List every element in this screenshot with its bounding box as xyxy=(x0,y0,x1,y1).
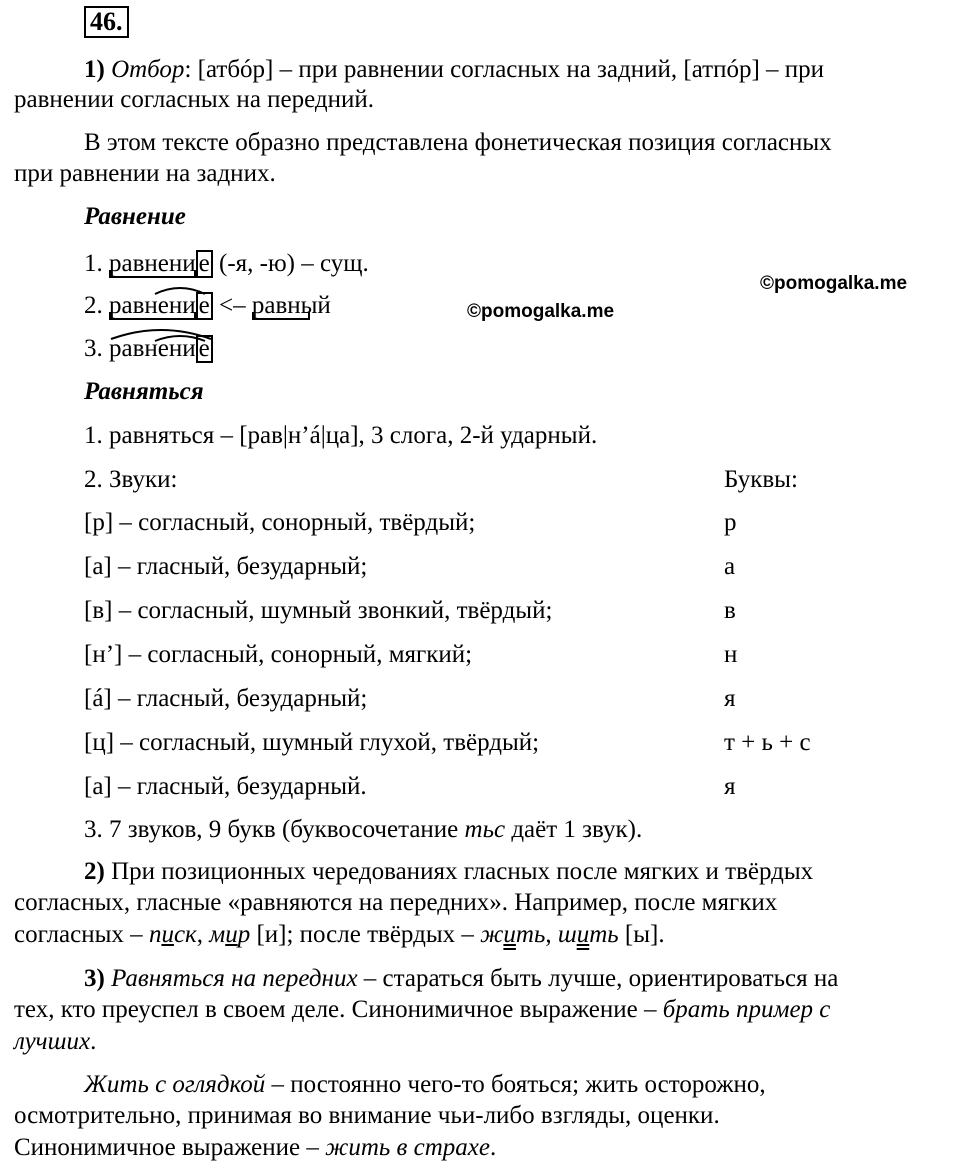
p1-num: 1) xyxy=(84,56,105,83)
root-arc-icon xyxy=(153,332,207,342)
count-line: 3. 7 звуков, 9 букв (буквосочетание тьс даёт 1 звук). xyxy=(84,816,643,843)
p-2-line2: согласных, гласные «равняются на передних». Например, после мягких xyxy=(14,889,778,916)
word-stem: равнени xyxy=(109,290,196,322)
task-number: 46. xyxy=(84,6,129,38)
p2-line2: при равнении на задних. xyxy=(14,160,276,187)
word-ending: е xyxy=(196,250,213,278)
p1-word: Отбор xyxy=(111,56,185,83)
word-ending: е xyxy=(196,335,213,363)
sounds-header: 2. Звуки: xyxy=(84,466,178,493)
word-stem: равнени xyxy=(109,333,196,365)
example-word: жить xyxy=(480,921,546,948)
p-3-line2: тех, кто преуспел в своем деле. Синонимичное выражение – брать пример с xyxy=(14,996,831,1023)
p-2-line1: 2) При позиционных чередованиях гласных после мягких и твёрдых xyxy=(84,858,814,885)
letter-cell: я xyxy=(724,773,736,800)
item-num: 3. xyxy=(84,335,103,362)
item-num: 2. xyxy=(84,292,103,319)
base-word: равный xyxy=(251,292,331,319)
p1-line1 xyxy=(84,54,824,86)
p-4-line2: осмотрительно, принимая во внимание чьи-либо взгляды, оценки. xyxy=(14,1102,720,1129)
letter-cell: в xyxy=(724,597,736,624)
letter-cell: а xyxy=(724,553,736,580)
sound-row: [р] – согласный, сонорный, твёрдый; xyxy=(84,509,476,536)
p-4-line1: Жить с оглядкой – постоянно чего-то бояться; жить осторожно, xyxy=(84,1071,766,1098)
letter-cell: я xyxy=(724,685,736,712)
ravnenie-item-2 xyxy=(84,290,331,322)
sound-row: [а] – гласный, безударный. xyxy=(84,773,367,800)
example-word: писк xyxy=(148,921,197,948)
sound-row: [в] – согласный, шумный звонкий, твёрдый; xyxy=(84,597,553,624)
sound-row: [ц] – согласный, шумный глухой, твёрдый; xyxy=(84,729,540,756)
heading-ravnenie: Равнение xyxy=(84,203,186,230)
ravnenie-item-1 xyxy=(84,248,369,280)
letters-header: Буквы: xyxy=(724,466,798,493)
letter-cell: н xyxy=(724,641,738,668)
word-stem: равнени xyxy=(109,250,196,277)
ravnenie-item-3 xyxy=(84,333,213,365)
sound-row: [á] – гласный, безударный; xyxy=(84,685,368,712)
ravnyatsya-line1: 1. равняться – [рав|н’á|ца], 3 слога, 2-й ударный. xyxy=(84,422,598,449)
p1-line2: равнении согласных на передний. xyxy=(14,86,375,113)
item-num: 1. xyxy=(84,250,103,277)
p-2-line3: согласных – писк, мир [и]; после твёрдых – жить, шить [ы]. xyxy=(14,921,665,948)
heading-ravnyatsya: Равняться xyxy=(84,378,204,405)
p2-line1: В этом тексте образно представлена фонетическая позиция согласных xyxy=(84,129,832,156)
derivation-arrow: <– xyxy=(219,292,246,319)
letter-cell: р xyxy=(724,509,737,536)
sound-row: [а] – гласный, безударный; xyxy=(84,553,368,580)
letter-cell: т + ь + с xyxy=(724,729,811,756)
example-word: мир xyxy=(209,921,251,948)
sound-row: [н’] – согласный, сонорный, мягкий; xyxy=(84,641,473,668)
watermark: ©pomogalka.me xyxy=(760,273,908,294)
root-arc-icon xyxy=(153,284,207,296)
example-word: шить xyxy=(557,921,619,948)
p-3-line3: лучших. xyxy=(14,1028,97,1055)
p1-rest: : [атбóр] – при равнении согласных на задний, [атпóр] – при xyxy=(184,56,825,83)
watermark: ©pomogalka.me xyxy=(467,301,615,322)
word-ending: е xyxy=(196,292,213,320)
item-rest: (-я, -ю) – сущ. xyxy=(219,250,369,277)
p-3-line1: 3) Равняться на передних – стараться быть лучше, ориентироваться на xyxy=(84,965,839,992)
p-4-line3: Синонимичное выражение – жить в страхе. xyxy=(14,1134,497,1161)
